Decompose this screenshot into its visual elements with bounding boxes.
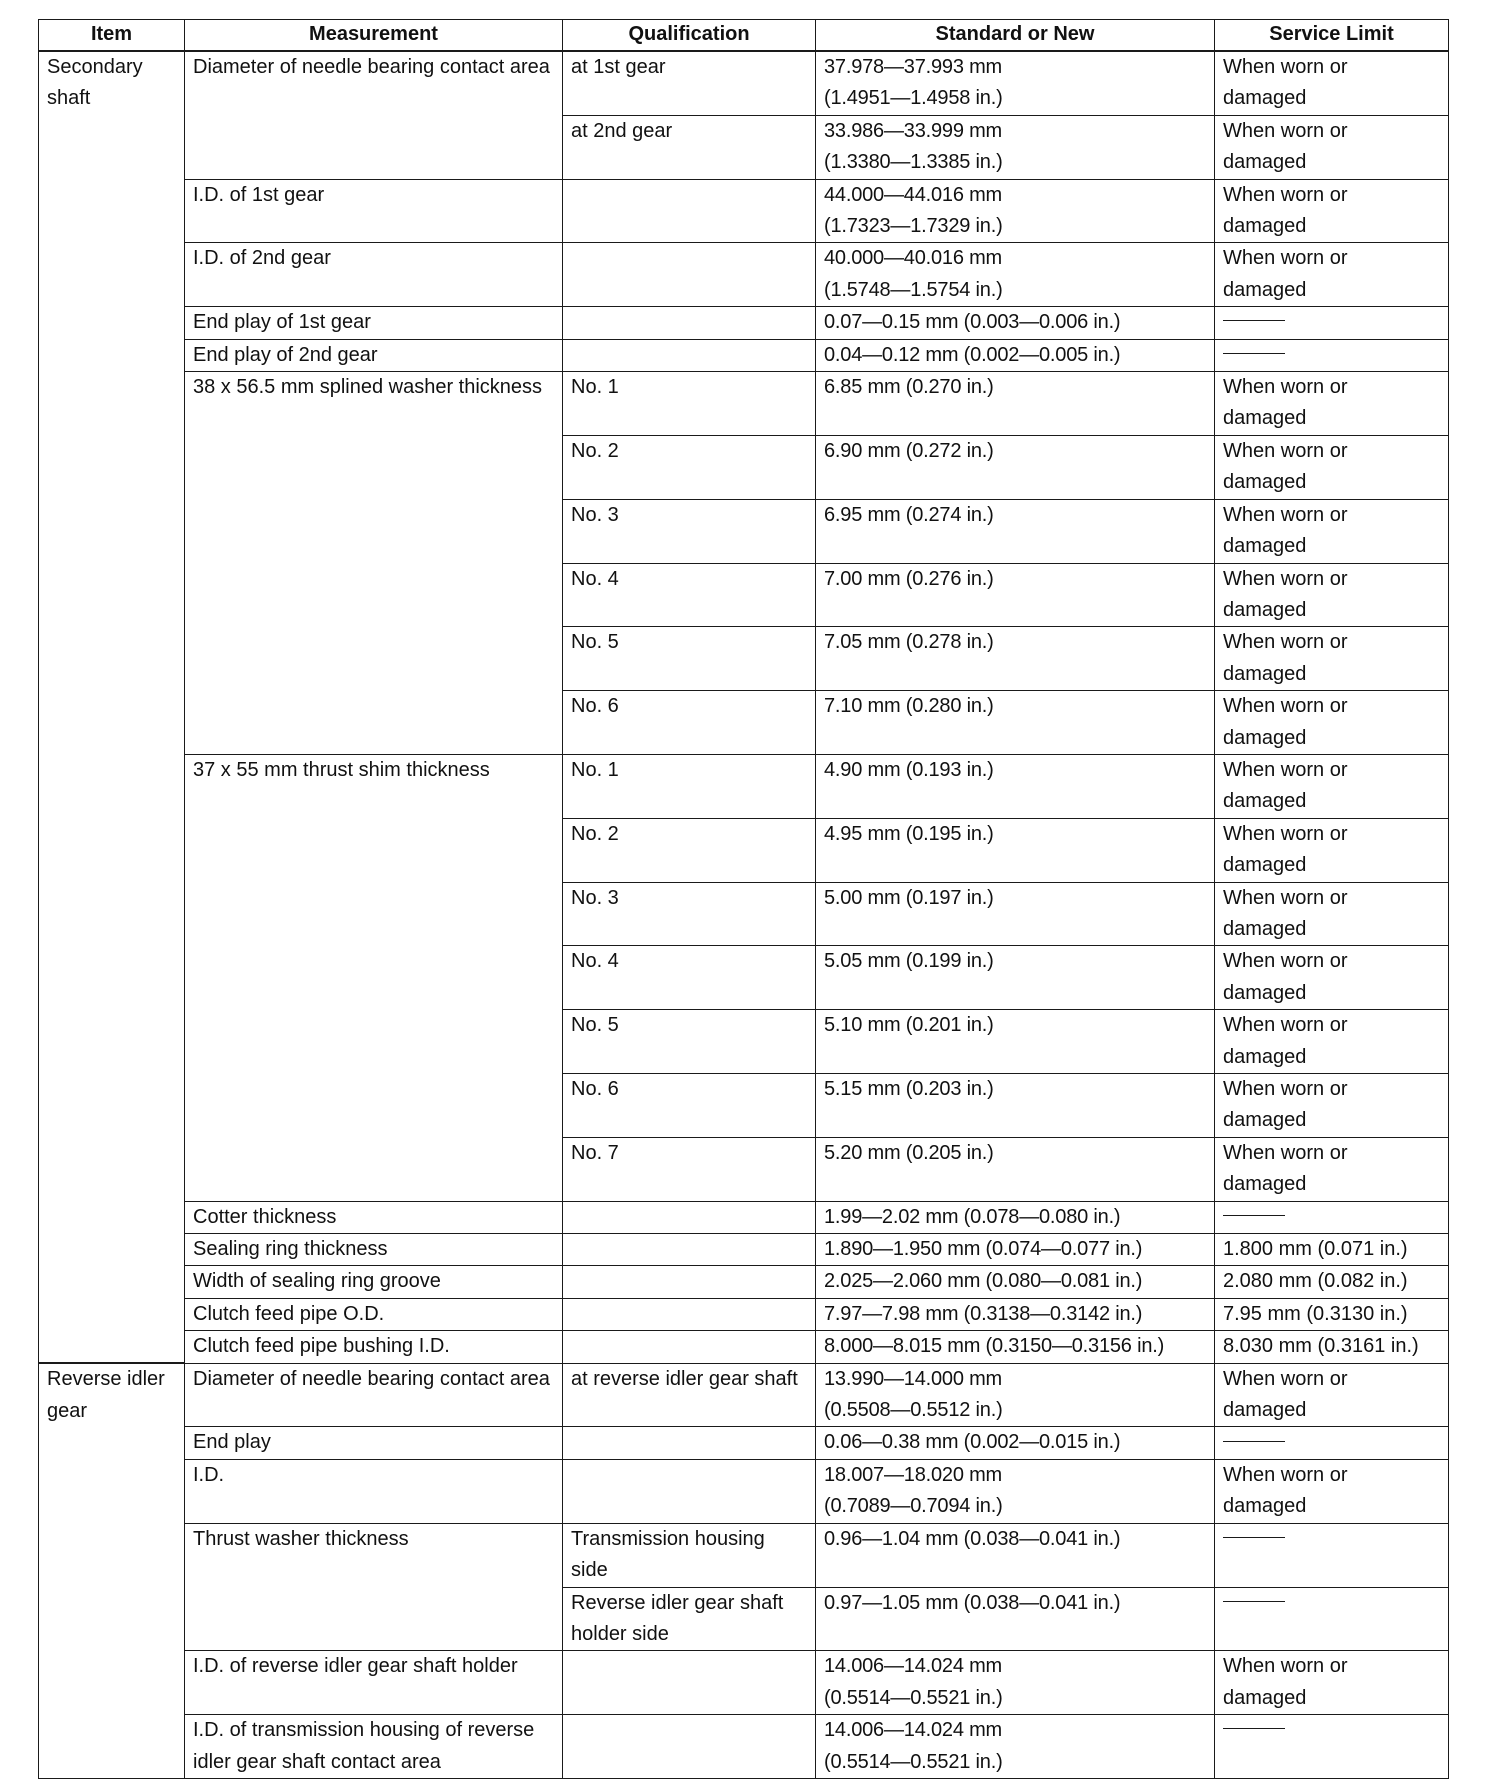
- qualification-cell: [563, 1298, 816, 1330]
- qualification-cell: [563, 1234, 816, 1266]
- service-limit-cell: [1215, 1201, 1449, 1233]
- service-limit-cell: [1215, 1715, 1449, 1779]
- standard-cell: 33.986—33.999 mm (1.3380—1.3385 in.): [816, 115, 1215, 179]
- standard-cell: 6.95 mm (0.274 in.): [816, 499, 1215, 563]
- header-row: [39, 20, 1449, 52]
- service-limit-cell: When worn or damaged: [1215, 1363, 1449, 1427]
- standard-cell: 7.97—7.98 mm (0.3138—0.3142 in.): [816, 1298, 1215, 1330]
- standard-cell: 0.96—1.04 mm (0.038—0.041 in.): [816, 1523, 1215, 1587]
- measurement-cell: I.D.: [185, 1459, 563, 1523]
- standard-cell: 7.00 mm (0.276 in.): [816, 563, 1215, 627]
- header-item: Item: [39, 20, 185, 52]
- table-row: [39, 339, 1449, 371]
- standard-cell: 14.006—14.024 mm (0.5514—0.5521 in.): [816, 1651, 1215, 1715]
- service-limit-cell: [1215, 1587, 1449, 1651]
- qualification-cell: at 1st gear: [563, 51, 816, 115]
- no-limit-dash: [1223, 1601, 1285, 1602]
- standard-cell: 5.00 mm (0.197 in.): [816, 882, 1215, 946]
- qualification-cell: [563, 339, 816, 371]
- service-limit-cell: When worn or damaged: [1215, 563, 1449, 627]
- standard-cell: 44.000—44.016 mm (1.7323—1.7329 in.): [816, 179, 1215, 243]
- standard-cell: 6.90 mm (0.272 in.): [816, 435, 1215, 499]
- qualification-cell: [563, 1427, 816, 1459]
- qualification-cell: [563, 1459, 816, 1523]
- no-limit-dash: [1223, 1537, 1285, 1538]
- qualification-cell: [563, 179, 816, 243]
- table-row: [39, 1331, 1449, 1363]
- service-limit-cell: [1215, 339, 1449, 371]
- qualification-cell: No. 4: [563, 946, 816, 1010]
- service-limit-cell: When worn or damaged: [1215, 1137, 1449, 1201]
- standard-cell: 8.000—8.015 mm (0.3150—0.3156 in.): [816, 1331, 1215, 1363]
- measurement-cell: Clutch feed pipe bushing I.D.: [185, 1331, 563, 1363]
- measurement-cell: Sealing ring thickness: [185, 1234, 563, 1266]
- service-limit-cell: When worn or damaged: [1215, 51, 1449, 115]
- standard-cell: 2.025—2.060 mm (0.080—0.081 in.): [816, 1266, 1215, 1298]
- item-cell: Reverse idler gear: [39, 1363, 185, 1778]
- measurement-cell: Cotter thickness: [185, 1201, 563, 1233]
- service-limit-cell: When worn or damaged: [1215, 627, 1449, 691]
- table-row: [39, 1266, 1449, 1298]
- measurement-cell: 38 x 56.5 mm splined washer thickness: [185, 372, 563, 755]
- service-limit-cell: [1215, 307, 1449, 339]
- service-limit-cell: When worn or damaged: [1215, 243, 1449, 307]
- qualification-cell: No. 5: [563, 1010, 816, 1074]
- qualification-cell: No. 3: [563, 499, 816, 563]
- measurement-cell: Width of sealing ring groove: [185, 1266, 563, 1298]
- qualification-cell: No. 1: [563, 372, 816, 436]
- standard-cell: 7.10 mm (0.280 in.): [816, 691, 1215, 755]
- standard-cell: 40.000—40.016 mm (1.5748—1.5754 in.): [816, 243, 1215, 307]
- measurement-cell: Diameter of needle bearing contact area: [185, 51, 563, 179]
- qualification-cell: No. 7: [563, 1137, 816, 1201]
- header-measurement: Measurement: [185, 20, 563, 52]
- standard-cell: 4.90 mm (0.193 in.): [816, 754, 1215, 818]
- qualification-cell: [563, 1201, 816, 1233]
- qualification-cell: No. 3: [563, 882, 816, 946]
- qualification-cell: No. 1: [563, 754, 816, 818]
- measurement-cell: Clutch feed pipe O.D.: [185, 1298, 563, 1330]
- table-row: [39, 1651, 1449, 1715]
- qualification-cell: No. 4: [563, 563, 816, 627]
- qualification-cell: at reverse idler gear shaft: [563, 1363, 816, 1427]
- measurement-cell: End play: [185, 1427, 563, 1459]
- no-limit-dash: [1223, 1728, 1285, 1729]
- no-limit-dash: [1223, 320, 1285, 321]
- measurement-cell: End play of 1st gear: [185, 307, 563, 339]
- standard-cell: 4.95 mm (0.195 in.): [816, 818, 1215, 882]
- service-limit-cell: When worn or damaged: [1215, 179, 1449, 243]
- spec-body: [39, 51, 1449, 1778]
- table-row: [39, 1427, 1449, 1459]
- measurement-cell: 37 x 55 mm thrust shim thickness: [185, 754, 563, 1201]
- table-row: [39, 1298, 1449, 1330]
- standard-cell: 37.978—37.993 mm (1.4951—1.4958 in.): [816, 51, 1215, 115]
- standard-cell: 1.99—2.02 mm (0.078—0.080 in.): [816, 1201, 1215, 1233]
- item-cell: Secondary shaft: [39, 51, 185, 1363]
- header-standard: Standard or New: [816, 20, 1215, 52]
- table-row: [39, 179, 1449, 243]
- table-row: [39, 1201, 1449, 1233]
- measurement-cell: I.D. of 2nd gear: [185, 243, 563, 307]
- measurement-cell: Diameter of needle bearing contact area: [185, 1363, 563, 1427]
- qualification-cell: at 2nd gear: [563, 115, 816, 179]
- standard-cell: 6.85 mm (0.270 in.): [816, 372, 1215, 436]
- table-row: [39, 1234, 1449, 1266]
- qualification-cell: [563, 307, 816, 339]
- service-limit-cell: When worn or damaged: [1215, 1459, 1449, 1523]
- service-limit-cell: When worn or damaged: [1215, 946, 1449, 1010]
- service-limit-cell: When worn or damaged: [1215, 499, 1449, 563]
- standard-cell: 1.890—1.950 mm (0.074—0.077 in.): [816, 1234, 1215, 1266]
- no-limit-dash: [1223, 353, 1285, 354]
- table-row: [39, 1363, 1449, 1427]
- qualification-cell: No. 6: [563, 1074, 816, 1138]
- measurement-cell: Thrust washer thickness: [185, 1523, 563, 1651]
- standard-cell: 0.04—0.12 mm (0.002—0.005 in.): [816, 339, 1215, 371]
- table-row: [39, 51, 1449, 115]
- standard-cell: 5.20 mm (0.205 in.): [816, 1137, 1215, 1201]
- table-row: [39, 1459, 1449, 1523]
- service-limit-cell: When worn or damaged: [1215, 818, 1449, 882]
- service-limit-cell: 2.080 mm (0.082 in.): [1215, 1266, 1449, 1298]
- standard-cell: 0.07—0.15 mm (0.003—0.006 in.): [816, 307, 1215, 339]
- table-row: [39, 243, 1449, 307]
- standard-cell: 14.006—14.024 mm (0.5514—0.5521 in.): [816, 1715, 1215, 1779]
- standard-cell: 7.05 mm (0.278 in.): [816, 627, 1215, 691]
- measurement-cell: End play of 2nd gear: [185, 339, 563, 371]
- header-service-limit: Service Limit: [1215, 20, 1449, 52]
- qualification-cell: No. 6: [563, 691, 816, 755]
- no-limit-dash: [1223, 1215, 1285, 1216]
- service-limit-cell: When worn or damaged: [1215, 1651, 1449, 1715]
- service-limit-cell: [1215, 1523, 1449, 1587]
- measurement-cell: I.D. of reverse idler gear shaft holder: [185, 1651, 563, 1715]
- service-limit-cell: When worn or damaged: [1215, 882, 1449, 946]
- service-limit-cell: When worn or damaged: [1215, 372, 1449, 436]
- measurement-cell: I.D. of 1st gear: [185, 179, 563, 243]
- service-limit-cell: When worn or damaged: [1215, 1010, 1449, 1074]
- qualification-cell: [563, 243, 816, 307]
- standard-cell: 13.990—14.000 mm (0.5508—0.5512 in.): [816, 1363, 1215, 1427]
- qualification-cell: No. 5: [563, 627, 816, 691]
- standard-cell: 5.15 mm (0.203 in.): [816, 1074, 1215, 1138]
- service-limit-cell: When worn or damaged: [1215, 435, 1449, 499]
- standard-cell: 0.06—0.38 mm (0.002—0.015 in.): [816, 1427, 1215, 1459]
- qualification-cell: Reverse idler gear shaft holder side: [563, 1587, 816, 1651]
- qualification-cell: No. 2: [563, 818, 816, 882]
- service-limit-cell: When worn or damaged: [1215, 115, 1449, 179]
- spec-table: [38, 19, 1449, 1779]
- service-limit-cell: When worn or damaged: [1215, 1074, 1449, 1138]
- table-row: [39, 307, 1449, 339]
- table-row: [39, 372, 1449, 436]
- header-qualification: Qualification: [563, 20, 816, 52]
- standard-cell: 5.05 mm (0.199 in.): [816, 946, 1215, 1010]
- qualification-cell: [563, 1651, 816, 1715]
- measurement-cell: I.D. of transmission housing of reverse idler gear shaft contact area: [185, 1715, 563, 1779]
- service-limit-cell: 1.800 mm (0.071 in.): [1215, 1234, 1449, 1266]
- standard-cell: 0.97—1.05 mm (0.038—0.041 in.): [816, 1587, 1215, 1651]
- service-limit-cell: 8.030 mm (0.3161 in.): [1215, 1331, 1449, 1363]
- table-row: [39, 1523, 1449, 1587]
- standard-cell: 18.007—18.020 mm (0.7089—0.7094 in.): [816, 1459, 1215, 1523]
- table-row: [39, 1715, 1449, 1779]
- service-limit-cell: When worn or damaged: [1215, 691, 1449, 755]
- qualification-cell: Transmission housing side: [563, 1523, 816, 1587]
- qualification-cell: [563, 1331, 816, 1363]
- qualification-cell: [563, 1266, 816, 1298]
- service-limit-cell: [1215, 1427, 1449, 1459]
- service-limit-cell: When worn or damaged: [1215, 754, 1449, 818]
- service-limit-cell: 7.95 mm (0.3130 in.): [1215, 1298, 1449, 1330]
- qualification-cell: [563, 1715, 816, 1779]
- table-row: [39, 754, 1449, 818]
- no-limit-dash: [1223, 1441, 1285, 1442]
- standard-cell: 5.10 mm (0.201 in.): [816, 1010, 1215, 1074]
- qualification-cell: No. 2: [563, 435, 816, 499]
